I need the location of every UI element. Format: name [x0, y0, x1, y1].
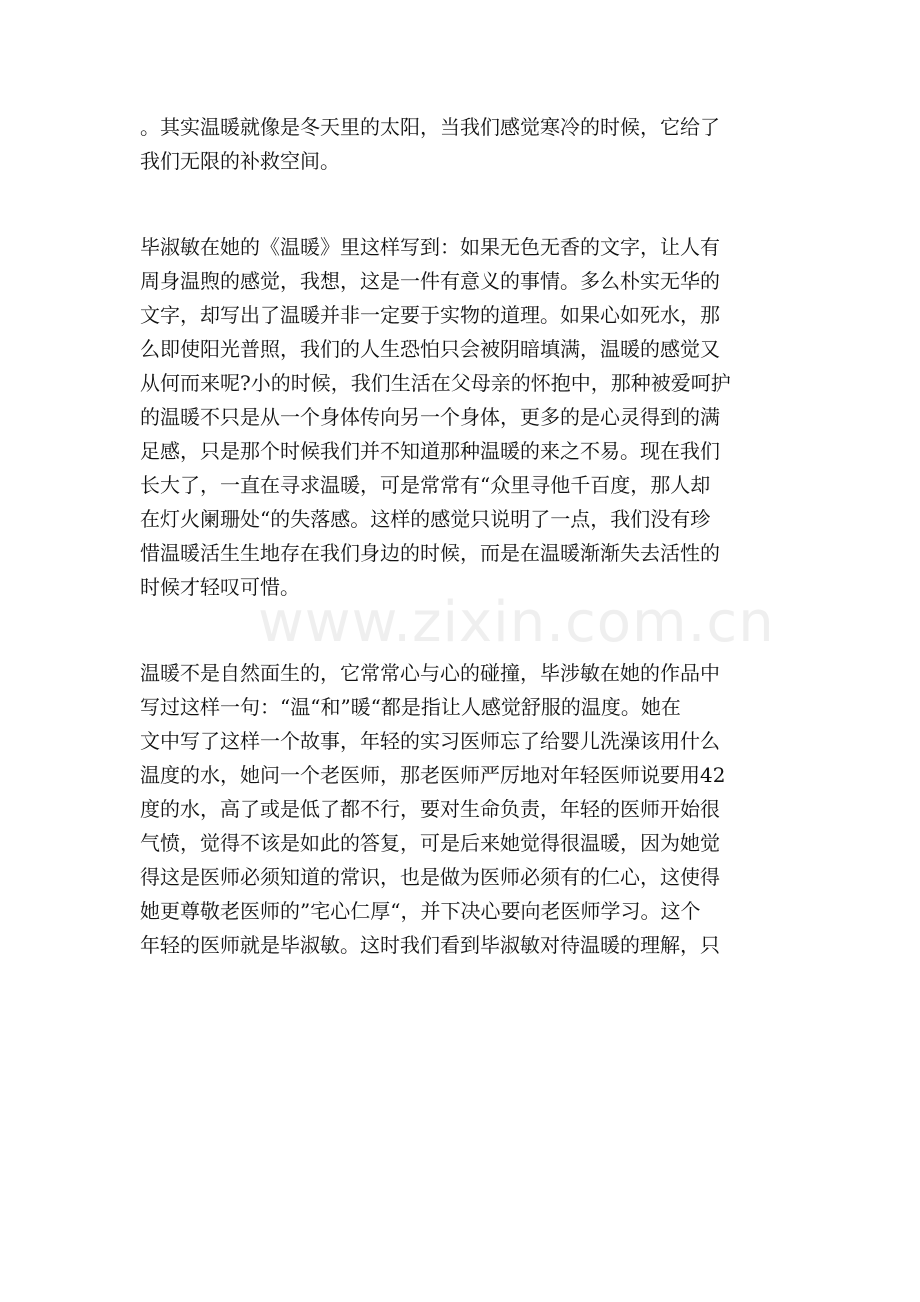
text-line: 周身温煦的感觉，我想，这是一件有意义的事情。多么朴实无华的	[140, 269, 720, 293]
text-line: 温度的水，她问一个老医师，那老医师严厉地对年轻医师说要用42	[140, 763, 726, 787]
paragraph-2	[140, 230, 780, 604]
text-line: 气愤，觉得不该是如此的答复，可是后来她觉得很温暖，因为她觉	[140, 831, 720, 855]
text-line: 从何而来呢?小的时候，我们生活在父母亲的怀抱中，那种被爱呵护	[140, 371, 731, 395]
text-line: 。其实温暖就像是冬天里的太阳，当我们感觉寒冷的时候，它给了	[140, 115, 720, 139]
watermark: www.zixin.com.cn	[258, 590, 775, 655]
text-line: 毕淑敏在她的《温暖》里这样写到：如果无色无香的文字，让人有	[140, 235, 720, 259]
text-line: 时候才轻叹可惜。	[140, 575, 300, 599]
text-line: 在灯火阑珊处“的失落感。这样的感觉只说明了一点，我们没有珍	[140, 507, 711, 531]
text-line: 文字，却写出了温暖并非一定要于实物的道理。如果心如死水，那	[140, 303, 720, 327]
text-line: 足感，只是那个时候我们并不知道那种温暖的来之不易。现在我们	[140, 439, 720, 463]
text-line: 惜温暖活生生地存在我们身边的时候，而是在温暖渐渐失去活性的	[140, 541, 720, 565]
paragraph-gap	[140, 178, 780, 230]
paragraph-3	[140, 656, 780, 962]
text-line: 温暖不是自然面生的，它常常心与心的碰撞，毕涉敏在她的作品中	[140, 661, 720, 685]
text-line: 写过这样一句：“温“和”暖“都是指让人感觉舒服的温度。她在	[140, 695, 681, 719]
document-body	[140, 110, 780, 962]
text-line: 她更尊敬老医师的”宅心仁厚“，并下决心要向老医师学习。这个	[140, 899, 701, 923]
paragraph-1	[140, 110, 780, 178]
text-line: 得这是医师必须知道的常识，也是做为医师必须有的仁心，这使得	[140, 865, 720, 889]
text-line: 么即使阳光普照，我们的人生恐怕只会被阴暗填满，温暖的感觉又	[140, 337, 720, 361]
text-line: 年轻的医师就是毕淑敏。这时我们看到毕淑敏对待温暖的理解，只	[140, 933, 720, 957]
text-line: 长大了，一直在寻求温暖，可是常常有“众里寻他千百度，那人却	[140, 473, 711, 497]
text-line: 文中写了这样一个故事，年轻的实习医师忘了给婴儿洗澡该用什么	[140, 729, 720, 753]
text-line: 度的水，高了或是低了都不行，要对生命负责，年轻的医师开始很	[140, 797, 720, 821]
text-line: 我们无限的补救空间。	[140, 149, 340, 173]
text-line: 的温暖不只是从一个身体传向另一个身体，更多的是心灵得到的满	[140, 405, 720, 429]
paragraph-gap	[140, 604, 780, 656]
